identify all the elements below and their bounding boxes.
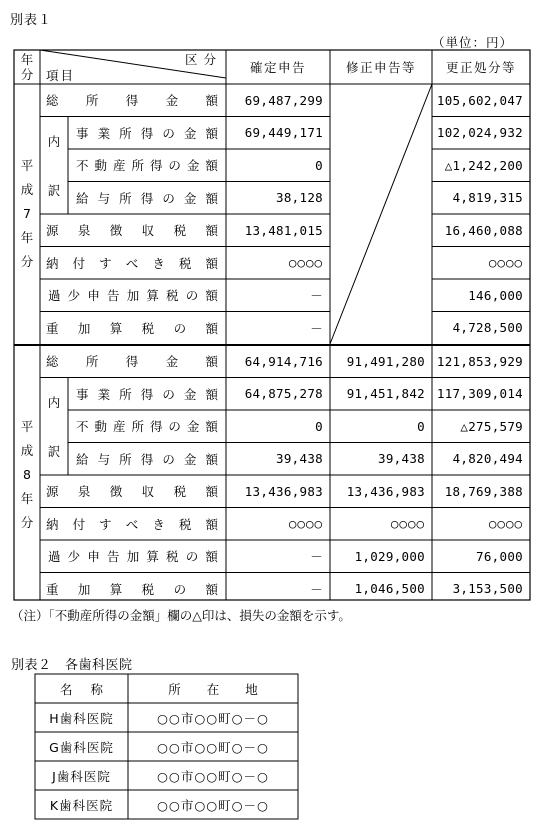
value-kakutei: 13,436,983 [244,483,323,499]
row-label: 総 所 得 金 額 [46,93,218,109]
table2-clinic-name: H歯科医院 [49,710,114,726]
row-label: 事 業 所 得 の 金 額 [76,125,218,141]
row-label: 給 与 所 得 の 金 額 [76,190,218,206]
value-kosei: 4,819,315 [452,190,523,206]
value-kakutei: 69,449,171 [244,125,323,141]
uchiwake-label: 内 訳 [47,133,61,198]
value-shusei: 13,436,983 [346,483,425,499]
year-label: 平 成 8 年 分 [20,419,34,530]
header-item-label: 項目 [46,68,76,83]
table2-clinic-name: K歯科医院 [49,797,114,813]
value-kosei: 146,000 [468,287,523,303]
table2-title: 別表２ 各歯科医院 [11,658,133,673]
value-shusei: ○○○○ [390,516,425,532]
value-kakutei: 0 [315,157,323,173]
table1-title: 別表１ [10,13,53,28]
value-kakutei: 39,438 [276,451,323,467]
table2-clinic-location: ○○市○○町○－○ [157,710,269,726]
unit-label: （単位：円） [432,35,514,50]
table2-header-name: 名称 [59,681,121,697]
value-kakutei: － [310,581,323,597]
row-label: 事 業 所 得 の 金 額 [76,386,218,402]
value-shusei: 1,046,500 [354,581,425,597]
row-label: 不 動 産 所 得 の 金 額 [76,419,218,435]
row-label: 過 少 申 告 加 算 税 の 額 [48,549,218,565]
table2-clinic-location: ○○市○○町○－○ [157,768,269,784]
row-label: 給 与 所 得 の 金 額 [76,451,218,467]
value-kosei: △275,579 [460,418,523,434]
value-kosei: 117,309,014 [436,386,523,402]
value-kakutei: 64,875,278 [244,386,323,402]
row-label: 納 付 す べ き 税 額 [46,516,218,532]
value-kosei: 105,602,047 [436,92,523,108]
value-shusei: 91,451,842 [346,386,425,402]
value-kakutei: 13,481,015 [244,222,323,238]
row-label: 不 動 産 所 得 の 金 額 [76,158,218,174]
header-col3: 更正処分等 [445,60,516,75]
value-shusei: 0 [417,418,425,434]
header-col1: 確定申告 [249,60,306,75]
value-kakutei: 0 [315,418,323,434]
header-col2: 修正申告等 [345,60,416,75]
row-label: 過 少 申 告 加 算 税 の 額 [48,288,218,304]
row-label: 重 加 算 税 の 額 [46,320,218,336]
value-kosei: 76,000 [476,548,523,564]
table2-clinic-location: ○○市○○町○－○ [157,797,269,813]
header-category-label: 区分 [184,52,222,67]
table2-clinic-location: ○○市○○町○－○ [157,739,269,755]
value-kosei: ○○○○ [488,516,523,532]
value-kosei: 102,024,932 [436,125,523,141]
value-kosei: 121,853,929 [436,353,523,369]
value-kosei: 16,460,088 [444,222,523,238]
row-label: 源 泉 徴 収 税 額 [46,223,218,239]
table2-clinic-name: G歯科医院 [49,739,114,755]
row-label: 重 加 算 税 の 額 [46,581,218,597]
header-year-label: 年 分 [20,52,34,82]
value-kosei: 3,153,500 [452,581,523,597]
row-label: 納 付 す べ き 税 額 [46,255,218,271]
value-shusei: 91,491,280 [346,353,425,369]
value-kosei: △1,242,200 [444,157,523,173]
value-kakutei: ○○○○ [288,255,323,271]
table2-clinic-name: J歯科医院 [52,768,111,784]
value-kosei: 4,820,494 [452,451,523,467]
value-kakutei: － [310,288,323,304]
value-kosei: 18,769,388 [444,483,523,499]
row-label: 源 泉 徴 収 税 額 [46,484,218,500]
value-kakutei: 38,128 [276,190,323,206]
value-kakutei: ○○○○ [288,516,323,532]
value-kakutei: 69,487,299 [244,92,323,108]
row-label: 総 所 得 金 額 [46,354,218,370]
value-kakutei: 64,914,716 [244,353,323,369]
value-kakutei: － [310,320,323,336]
value-shusei: 1,029,000 [354,548,425,564]
note-text: （注）「不動産所得の金額」欄の△印は、損失の金額を示す。 [11,608,351,623]
year-label: 平 成 7 年 分 [20,158,34,269]
value-kosei: 4,728,500 [452,320,523,336]
value-kosei: ○○○○ [488,255,523,271]
uchiwake-label: 内 訳 [47,394,61,459]
value-shusei: 39,438 [378,451,425,467]
table2-header-location: 所在地 [168,681,284,697]
value-kakutei: － [310,549,323,565]
